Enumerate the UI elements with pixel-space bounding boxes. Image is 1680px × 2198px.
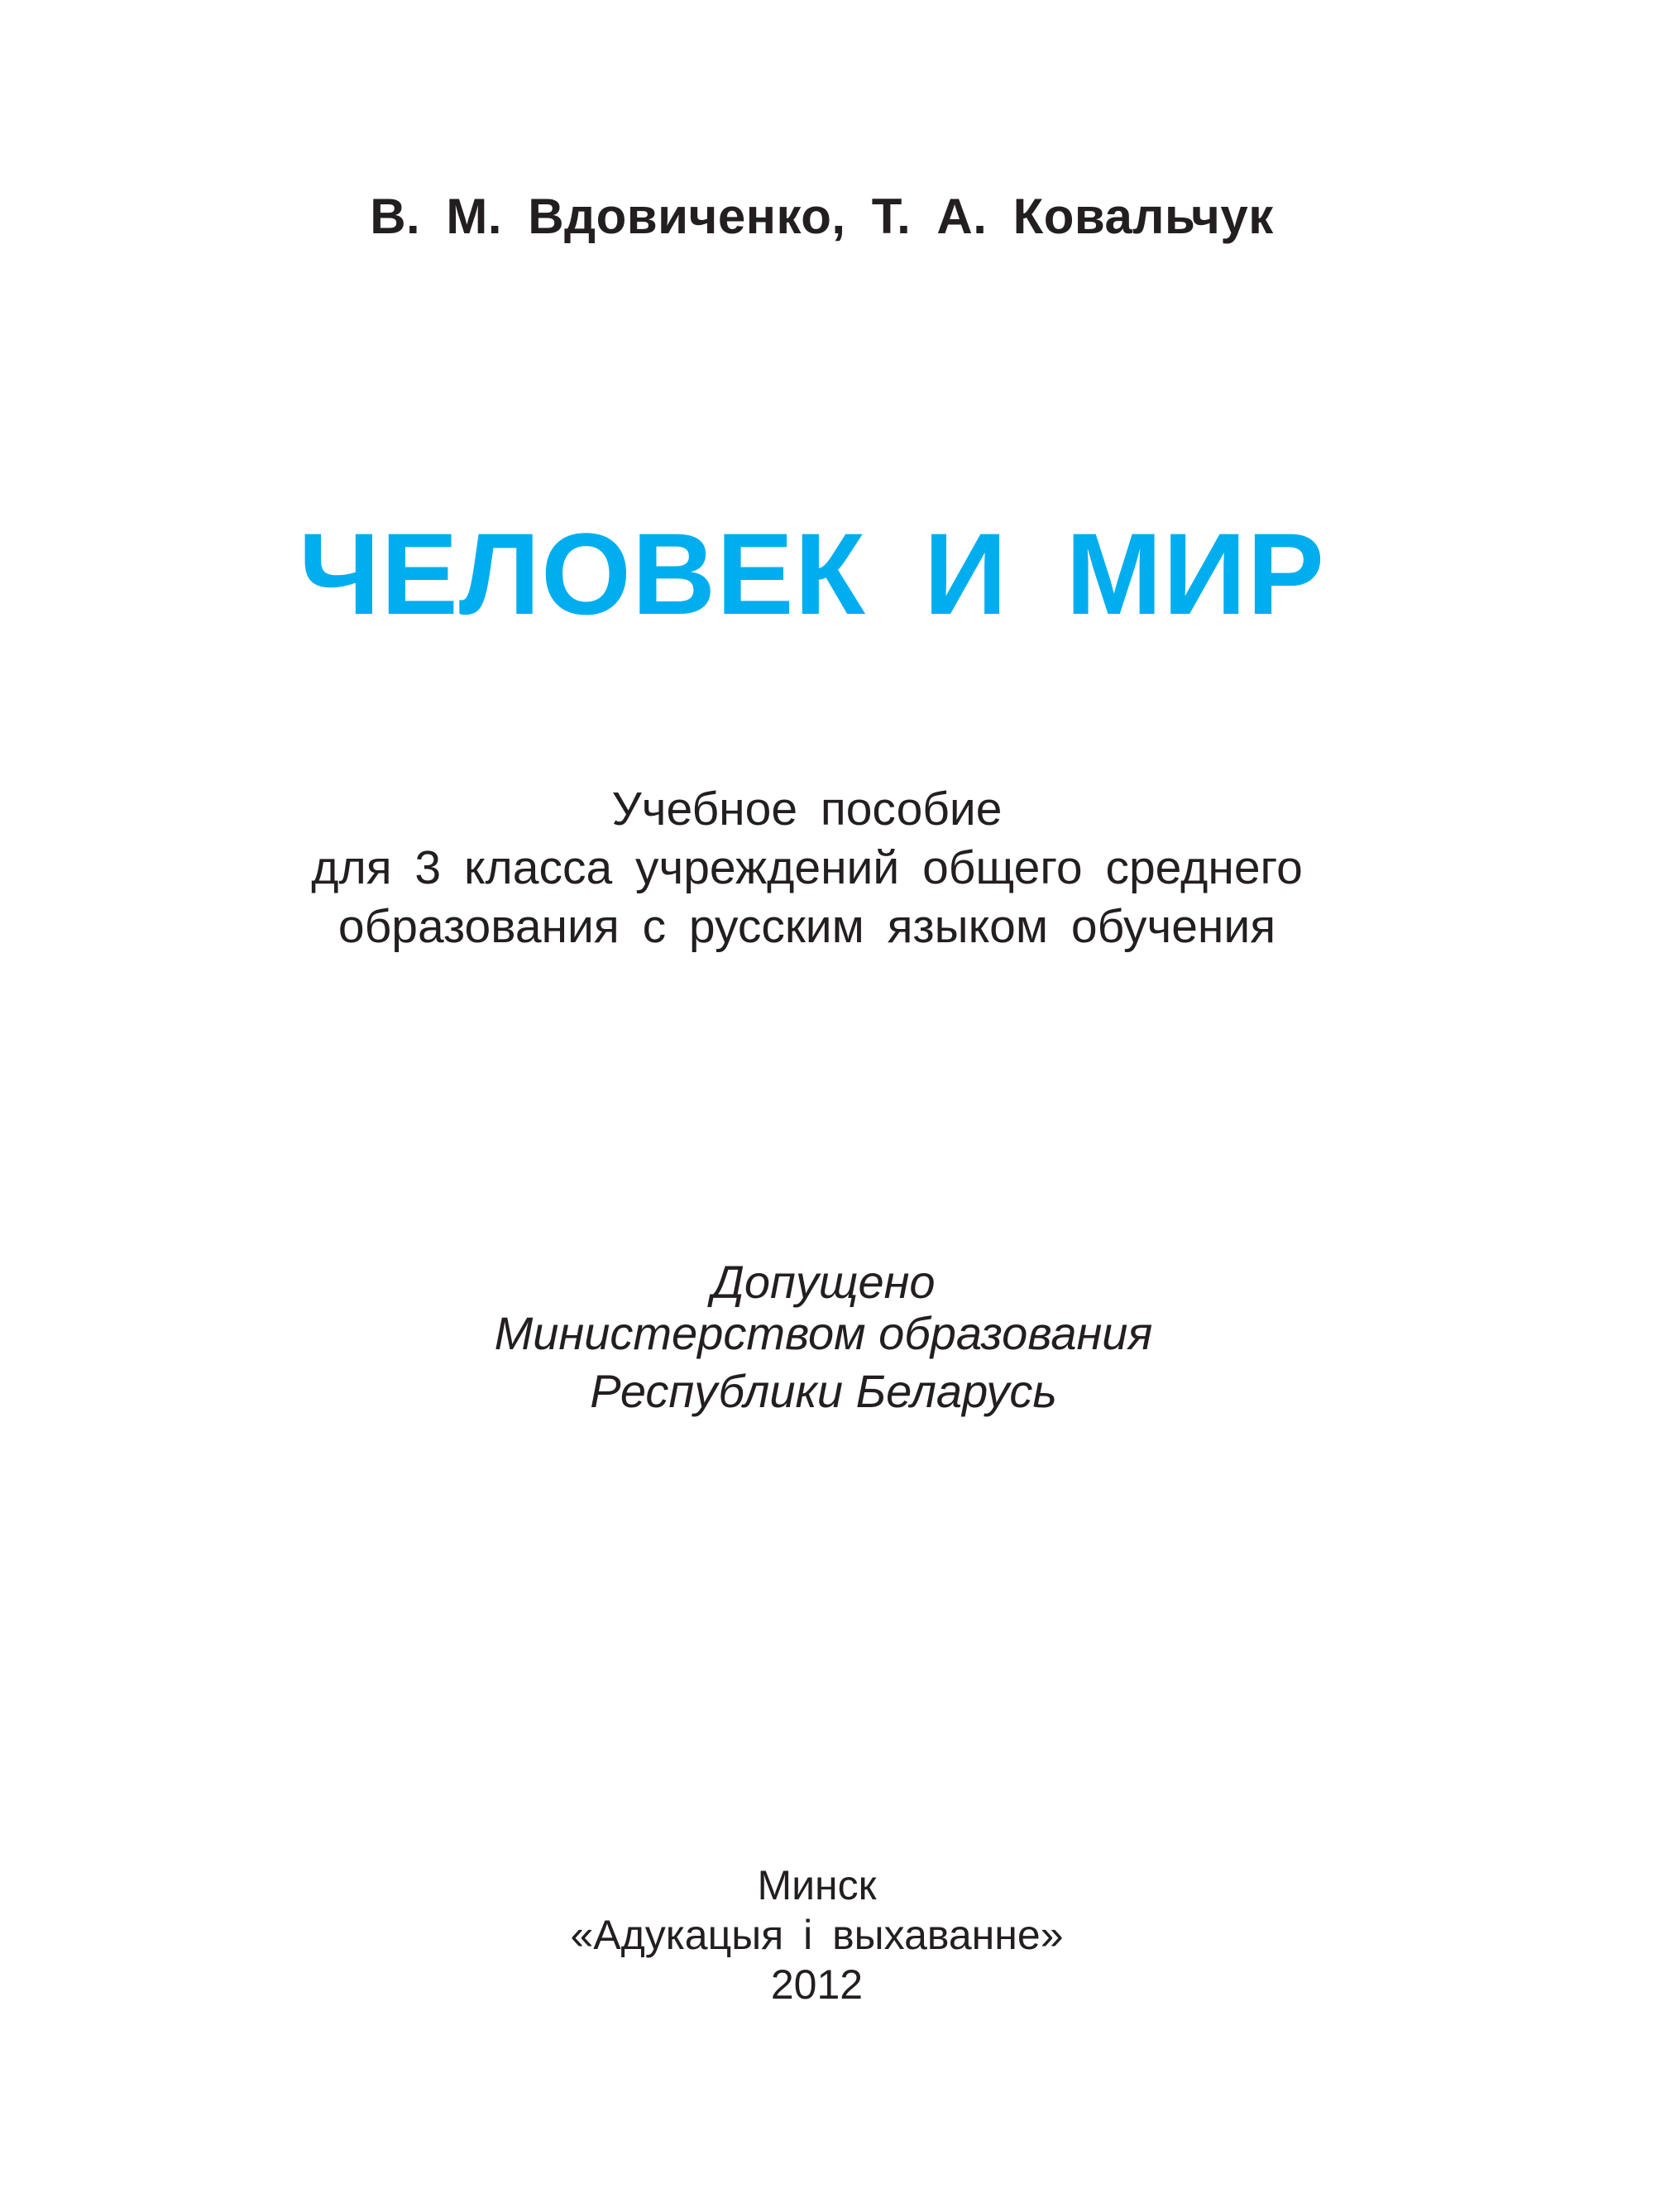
approval-line: Министерством образования bbox=[494, 1307, 1153, 1359]
imprint-year: 2012 bbox=[770, 1961, 864, 2008]
subtitle-line: для 3 класса учреждений общего среднего bbox=[311, 841, 1303, 894]
subtitle-line: Учебное пособие bbox=[611, 783, 1003, 836]
book-title: ЧЕЛОВЕК И МИР bbox=[299, 509, 1325, 639]
imprint-city: Минск bbox=[757, 1862, 877, 1908]
book-authors: В. М. Вдовиченко, Т. А. Ковальчук bbox=[370, 189, 1274, 244]
subtitle-line: образования с русским языком обучения bbox=[337, 900, 1276, 953]
approval-line: Допущено bbox=[711, 1256, 936, 1308]
imprint-publisher: «Адукацыя і выхаванне» bbox=[570, 1912, 1064, 1958]
approval-line: Республики Беларусь bbox=[590, 1365, 1057, 1417]
